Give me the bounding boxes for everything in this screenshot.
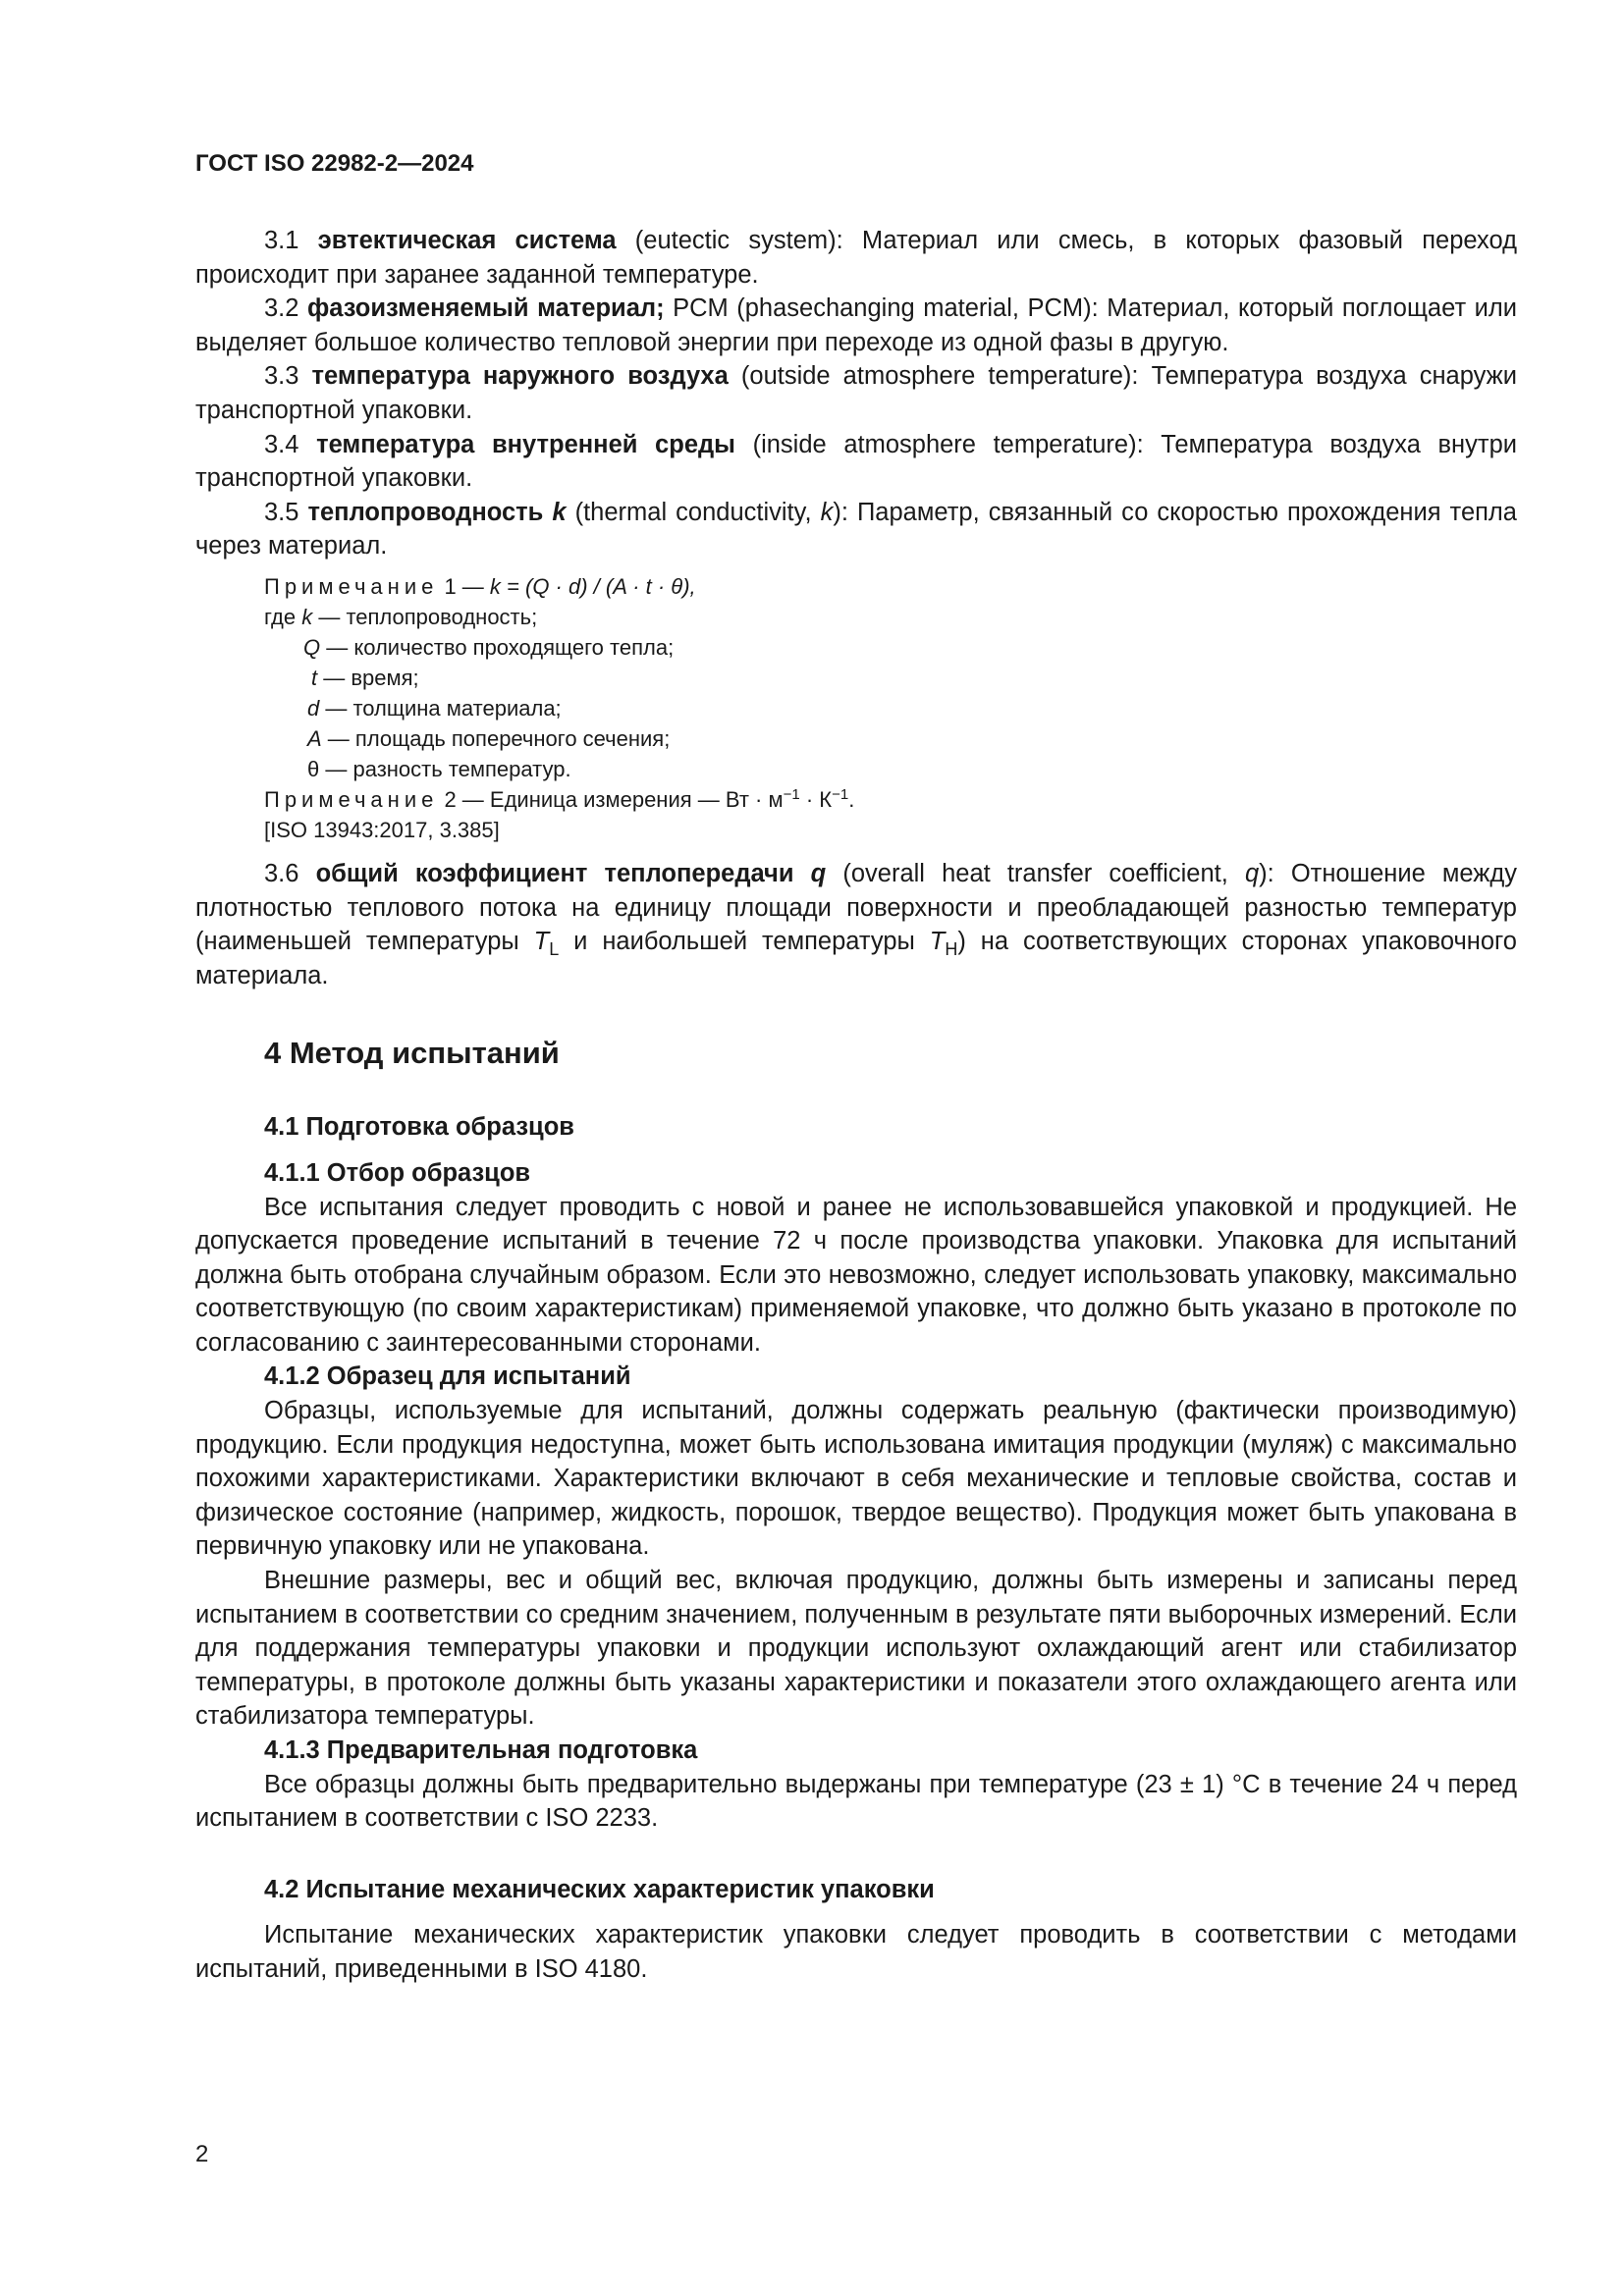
- page-content: [195, 224, 1517, 1987]
- symbol-description: — площадь поперечного сечения;: [321, 725, 671, 751]
- note-where-q: [264, 632, 1517, 663]
- term-3-4: [195, 428, 1517, 496]
- term-definition: (inside atmosphere temperature): Температура воздуха внутри транспортной упаковки.: [195, 430, 1517, 493]
- term-3-3: [195, 359, 1517, 427]
- term-title: температура внутренней среды: [316, 430, 735, 458]
- subsubsection-heading: 4.1.3 Предварительная подготовка: [264, 1736, 698, 1764]
- term-number: 3.3: [264, 362, 299, 391]
- term-title: фазоизменяемый материал;: [306, 294, 665, 323]
- note-text: 2 — Единица измерения — Вт · м: [438, 786, 784, 812]
- term-definition-part: ) на соответствующих сторонах упаковочного материала.: [195, 928, 1517, 989]
- symbol-description: — теплопроводность;: [312, 604, 538, 629]
- paragraph: Внешние размеры, вес и общий вес, включая продукцию, должны быть измерены и записаны перед испытанием в соответствии со средним значением, полученным в результате пяти выборочных измерений. Если для поддержания температуры упаковки и продукции используют охлаждающий агент или стабилизатор температуры, в протоколе должны быть указаны характеристики и показатели этого охлаждающего агента или стабилизатора температуры.: [195, 1567, 1517, 1731]
- term-definition-part: ): Отношение между плотностью теплового потока на единицу площади поверхности и преобладающей разностью температур (наименьшей температуры: [195, 859, 1517, 956]
- term-definition: (outside atmosphere temperature): Температура воздуха снаружи транспортной упаковки.: [195, 362, 1517, 424]
- subsubsection-heading: 4.1.1 Отбор образцов: [264, 1158, 531, 1187]
- symbol: A: [307, 725, 322, 751]
- term-3-2: [195, 292, 1517, 359]
- paragraph: Все образцы должны быть предварительно выдержаны при температуре (23 ± 1) °C в течение 24 ч перед испытанием в соответствии с ISO 2233.: [195, 1770, 1517, 1833]
- note-where-label: где: [264, 604, 302, 629]
- symbol-description: — разность температур.: [319, 756, 571, 781]
- term-definition-part: (thermal conductivity,: [566, 498, 821, 526]
- term-definition: (eutectic system): Материал или смесь, в которых фазовый переход происходит при заранее заданной температуре.: [195, 227, 1517, 289]
- note-where-t: [264, 663, 1517, 693]
- symbol: T: [929, 928, 946, 956]
- term-number: 3.1: [264, 227, 299, 254]
- term-3-5: [195, 496, 1517, 563]
- term-definition: PCM (phasechanging material, PCM): Материал, который поглощает или выделяет большое количество тепловой энергии при переходе из одной фазы в другую.: [195, 294, 1517, 356]
- term-3-6: [195, 857, 1517, 992]
- symbol-description: — толщина материала;: [319, 695, 562, 721]
- symbol-description: — время;: [317, 665, 419, 690]
- superscript: −1: [783, 785, 800, 803]
- section-heading: 4 Метод испытаний: [264, 1036, 560, 1071]
- term-title: теплопроводность: [307, 498, 544, 526]
- term-number: 3.6: [264, 859, 299, 887]
- note-where-a: [264, 723, 1517, 754]
- page-number: 2: [195, 2141, 209, 2167]
- term-symbol: q: [810, 859, 827, 887]
- symbol: t: [311, 665, 318, 690]
- symbol: T: [533, 928, 550, 956]
- note-block: [264, 571, 1517, 845]
- note-2: [264, 784, 1517, 815]
- symbol: θ: [307, 756, 320, 781]
- standard-header: ГОСТ ISO 22982-2—2024: [195, 150, 474, 177]
- subscript: H: [945, 939, 958, 960]
- note-where-k: [264, 602, 1517, 632]
- term-number: 3.2: [264, 294, 299, 323]
- paragraph: Испытание механических характеристик упаковки следует проводить в соответствии с методами испытаний, приведенными в ISO 4180.: [195, 1921, 1517, 1983]
- paragraph: Образцы, используемые для испытаний, должны содержать реальную (фактически производимую) продукцию. Если продукция недоступна, может быть использована имитация продукции (муляж) с максимально похожими характеристиками. Характеристики включают в себя механические и тепловые свойства, состав и физическое состояние (например, жидкость, порошок, твердое вещество). Продукция может быть упакована в первичную упаковку или не упакована.: [195, 1397, 1517, 1561]
- note-source: [ISO 13943:2017, 3.385]: [264, 817, 500, 842]
- term-title: общий коэффициент теплопередачи: [315, 859, 794, 887]
- term-symbol: k: [552, 498, 567, 526]
- term-number: 3.4: [264, 430, 299, 458]
- term-definition-part: и наибольшей температуры: [559, 928, 930, 956]
- term-number: 3.5: [264, 498, 299, 526]
- subsection-heading: 4.2 Испытание механических характеристик упаковки: [264, 1875, 935, 1903]
- note-where-d: [264, 693, 1517, 723]
- symbol: Q: [303, 634, 321, 660]
- symbol: d: [307, 695, 320, 721]
- note-text: .: [848, 786, 855, 812]
- note-label: Примечание: [264, 786, 439, 812]
- term-definition-part: ): Параметр, связанный со скоростью прохождения тепла через материал.: [195, 498, 1517, 561]
- term-title: температура наружного воздуха: [311, 362, 729, 391]
- formula: k = (Q · d) / (A · t · θ),: [489, 573, 696, 599]
- subscript: L: [549, 939, 560, 960]
- paragraph: Все испытания следует проводить с новой и ранее не использовавшейся упаковкой и продукцией. Не допускается проведение испытаний в течение 72 ч после производства упаковки. Упаковка для испытаний должна быть отобрана случайным образом. Если это невозможно, следует использовать упаковку, максимально соответствующую (по своим характеристикам) применяемой упаковке, что должно быть указано в протоколе по согласованию с заинтересованными сторонами.: [195, 1193, 1517, 1357]
- term-title: эвтектическая система: [317, 227, 617, 254]
- note-text: · К: [799, 786, 833, 812]
- subsection-heading: 4.1 Подготовка образцов: [264, 1113, 574, 1142]
- term-3-1: [195, 224, 1517, 292]
- symbol-description: — количество проходящего тепла;: [320, 634, 675, 660]
- term-definition-part: (overall heat transfer coefficient,: [826, 859, 1245, 887]
- term-definition-symbol: k: [820, 498, 834, 526]
- note-where-theta: [264, 754, 1517, 784]
- term-definition-symbol: q: [1244, 859, 1260, 887]
- note-label: Примечание: [264, 573, 439, 599]
- superscript: −1: [832, 785, 849, 803]
- subsubsection-heading: 4.1.2 Образец для испытаний: [264, 1362, 631, 1391]
- symbol: k: [301, 604, 313, 629]
- note-1: [264, 571, 1517, 602]
- note-number: 1 —: [438, 573, 490, 599]
